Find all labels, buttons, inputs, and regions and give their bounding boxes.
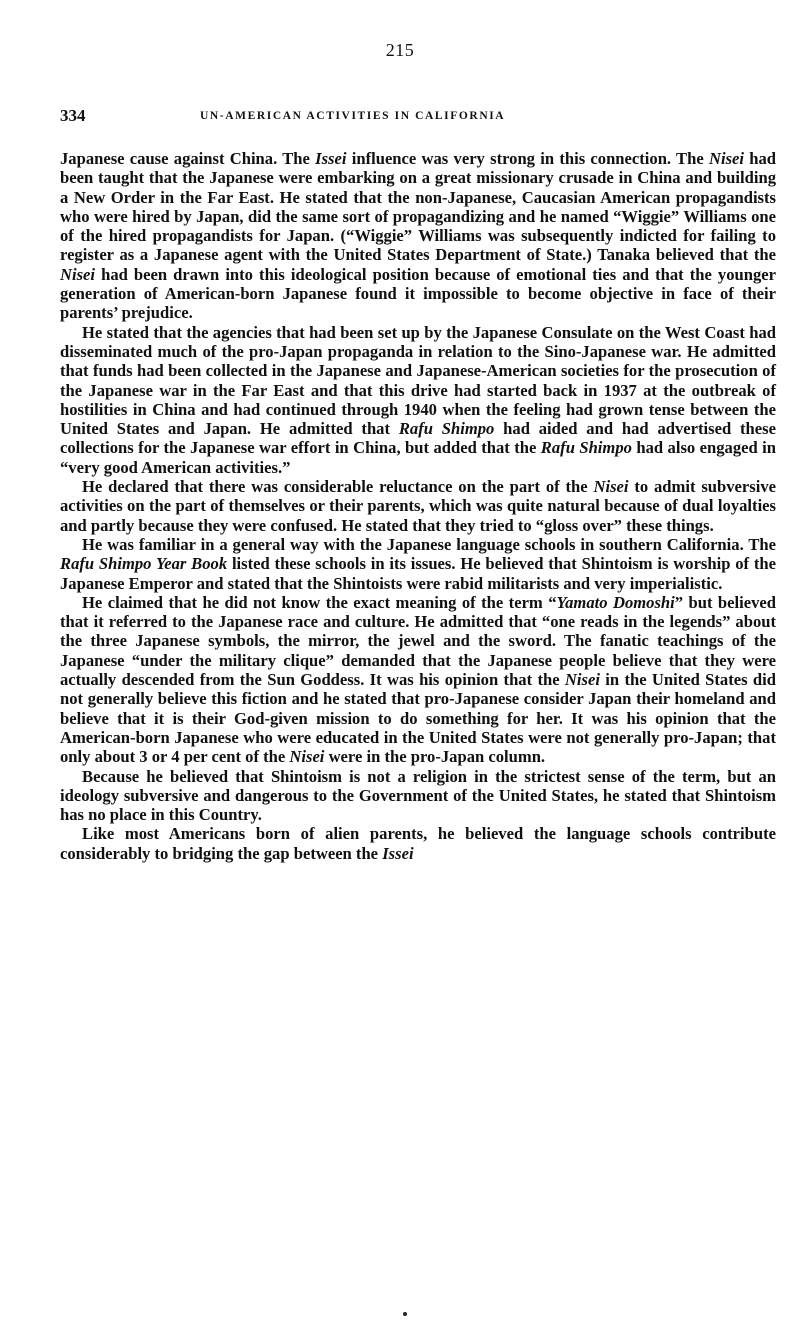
running-head-title: UN-AMERICAN ACTIVITIES IN CALIFORNIA [200, 110, 506, 122]
italic-term: Rafu Shimpo [540, 438, 632, 458]
text-run: ” but believed that it referred to the Japanese race and culture. He admitted that “one reads in the legends” about the three Japanese symbols, the mirror, the jewel and the sword. The fanatic teachings of the Japanese “under the military clique” demanded that the Japanese people believe that they were actually descended from the Sun Goddess. It was his opinion that the [60, 592, 776, 690]
italic-term: Nisei [289, 747, 325, 767]
text-run: to admit subversive activities on the part of themselves or their parents, which was quite natural because of dual loyalties and partly because they were confused. He stated that they tried to “gloss over” these things. [60, 477, 776, 535]
text-run: in the United States did not generally believe this fiction and he stated that pro-Japanese consider Japan their homeland and believe that it is their God-given mission to do something for her. It was his opinion that the American-born Japanese who were educated in the United States were not generally pro-Japan; that only about 3 or 4 per cent of the [60, 670, 776, 767]
paragraph [60, 149, 776, 323]
body-text [60, 149, 776, 863]
paragraph [60, 323, 776, 477]
italic-term: Nisei [708, 149, 744, 168]
text-run: Because he believed that Shintoism is not a religion in the strictest sense of the term, but an ideology subversive and dangerous to the Government of the United States, he stated that Shintoism has no place in this Country. [60, 766, 776, 825]
italic-term: Issei [315, 149, 347, 168]
text-run: had also engaged in “very good American activities.” [60, 438, 776, 477]
text-run: had been drawn into this ideological position because of emotional ties and that the younger generation of American-born Japanese found it impossible to become objective in face of their parents’ prejudice. [60, 264, 776, 323]
italic-term: Issei [382, 843, 414, 863]
page-mark [403, 1312, 407, 1316]
paragraph [60, 535, 776, 593]
text-run: He declared that there was considerable reluctance on the part of the [82, 477, 594, 497]
text-run: Like most Americans born of alien parents, he believed the language schools contribute considerably to bridging the gap between the [60, 824, 776, 863]
text-run: He was familiar in a general way with the Japanese language schools in southern California. The [82, 534, 776, 554]
text-run: Japanese cause against China. The [60, 149, 316, 168]
running-head [60, 106, 778, 130]
page-number: 215 [385, 40, 415, 60]
paragraph [60, 593, 776, 767]
italic-term: Nisei [593, 477, 629, 497]
paragraph [60, 477, 776, 535]
italic-term: Nisei [564, 670, 600, 690]
italic-term: Yamato Domoshi [556, 592, 675, 612]
text-run: listed these schools in its issues. He believed that Shintoism is worship of the Japanese Emperor and stated that the Shintoists were rabid militarists and very imperialistic. [60, 554, 776, 593]
text-run: were in the pro-Japan column. [324, 747, 546, 767]
folio-number: 334 [60, 106, 86, 125]
text-run: had aided and had advertised these collections for the Japanese war effort in China, but added that the [60, 419, 776, 458]
text-run: He claimed that he did not know the exact meaning of the term “ [82, 592, 557, 612]
italic-term: Rafu Shimpo Year Book [60, 554, 228, 574]
text-run: had been taught that the Japanese were embarking on a great missionary crusade in China and building a New Order in the Far East. He stated that the non-Japanese, Caucasian American propagandists who were hired by Japan, did the same sort of propagandizing and he named “Wiggie” Williams one of the hired propagandists for Japan. (“Wiggie” Williams was subsequently indicted for failing to register as a Japanese agent with the United States Department of State.) Tanaka believed that the [60, 149, 777, 265]
italic-term: Rafu Shimpo [398, 419, 495, 439]
italic-term: Nisei [60, 264, 96, 284]
paragraph [60, 767, 776, 825]
paragraph [60, 824, 776, 863]
text-run: influence was very strong in this connection. The [346, 149, 709, 168]
text-run: He stated that the agencies that had been set up by the Japanese Consulate on the West Coast had disseminated much of the pro-Japan propaganda in relation to the Sino-Japanese war. He admitted that funds had been collected in the Japanese and Japanese-American societies for the prosecution of the Japanese war in the Far East and that this drive had started back in 1937 at the outbreak of hostilities in China and had continued through 1940 when the feeling had grown tense between the United States and Japan. He admitted that [60, 322, 776, 439]
